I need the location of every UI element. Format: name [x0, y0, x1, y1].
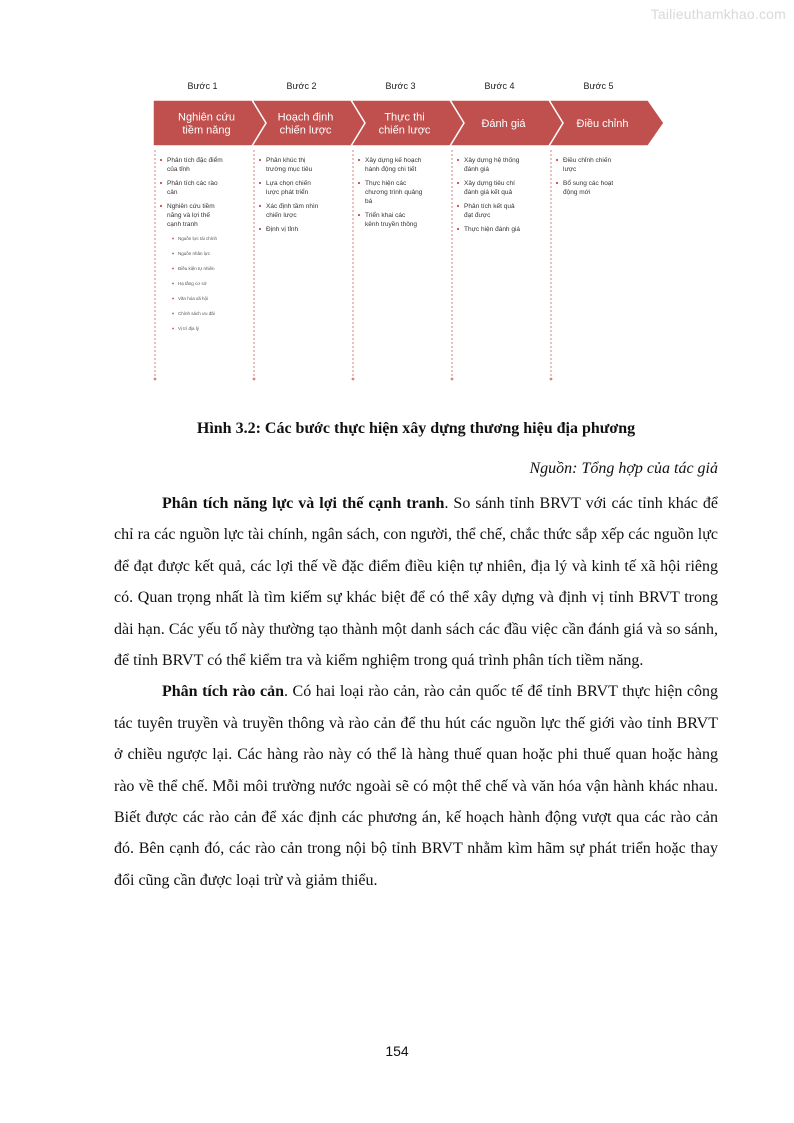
step-title: Nghiên cứu	[178, 111, 235, 124]
step-item-text: Phân tích các rào	[167, 180, 218, 187]
step-item-text: Xây dựng tiêu chí	[464, 180, 515, 187]
step-item-text: của tỉnh	[167, 166, 190, 173]
step-subitem-text: Chính sách ưu đãi	[178, 311, 215, 316]
step-item-text: động mới	[563, 189, 591, 196]
step-label: Bước 5	[583, 81, 614, 91]
bullet-dot	[358, 214, 360, 216]
divider-end	[550, 378, 553, 381]
sub-bullet-dot	[172, 253, 174, 255]
step-item-text: chương trình quảng	[365, 189, 423, 196]
figure-caption: Hình 3.2: Các bước thực hiện xây dựng thương hiệu địa phương	[196, 420, 636, 437]
process-diagram	[150, 76, 670, 386]
bullet-dot	[160, 159, 162, 161]
step-item-text: đánh giá	[464, 166, 489, 173]
process-figure	[150, 76, 670, 386]
sub-bullet-dot	[172, 313, 174, 315]
step-item-text: trường mục tiêu	[266, 166, 313, 173]
step-item-text: bá	[365, 198, 373, 205]
paragraph-lead: Phân tích năng lực và lợi thế cạnh tranh	[162, 495, 445, 512]
step-item-text: Phân khúc thị	[266, 157, 306, 164]
step-subitem-text: Nguồn lực tài chính	[178, 236, 218, 241]
bullet-dot	[556, 159, 558, 161]
step-item-text: cản	[167, 189, 178, 196]
step-subitem-text: Văn hóa xã hội	[178, 296, 209, 301]
step-item-text: Xây dựng kế hoạch	[365, 157, 422, 164]
bullet-dot	[259, 159, 261, 161]
step-item-text: Điều chỉnh chiến	[563, 157, 612, 164]
step-title: Đánh giá	[481, 118, 526, 130]
step-title: Thực thi	[384, 111, 425, 124]
figure-source: Nguồn: Tổng hợp của tác giả	[529, 460, 718, 477]
bullet-dot	[160, 182, 162, 184]
step-subitem-text: Điều kiện tự nhiên	[178, 266, 215, 271]
sub-bullet-dot	[172, 268, 174, 270]
sub-bullet-dot	[172, 328, 174, 330]
step-item-text: lược phát triển	[266, 189, 309, 196]
divider-end	[352, 378, 355, 381]
step-title: chiến lược	[279, 124, 332, 137]
divider-end	[154, 378, 157, 381]
sub-bullet-dot	[172, 298, 174, 300]
watermark: Tailieuthamkhao.com	[650, 6, 786, 22]
step-subitem-text: Hạ tầng cơ sở	[178, 281, 207, 286]
bullet-dot	[457, 205, 459, 207]
step-title: Hoạch định	[277, 111, 334, 124]
step-label: Bước 4	[484, 81, 515, 91]
sub-bullet-dot	[172, 283, 174, 285]
step-item-text: Định vị tỉnh	[266, 226, 299, 233]
bullet-dot	[358, 159, 360, 161]
step-item-text: Phân tích đặc điểm	[167, 157, 223, 164]
step-label: Bước 2	[286, 81, 317, 91]
step-item-text: Xác định tầm nhìn	[266, 203, 319, 210]
bullet-dot	[556, 182, 558, 184]
step-item-text: Thực hiện các	[365, 180, 407, 187]
paragraph-competitive-advantage	[114, 488, 718, 676]
bullet-dot	[457, 159, 459, 161]
step-item-text: Bổ sung các hoạt	[563, 180, 614, 187]
bullet-dot	[457, 228, 459, 230]
bullet-dot	[259, 205, 261, 207]
step-item-text: lược	[563, 166, 577, 173]
bullet-dot	[457, 182, 459, 184]
bullet-dot	[259, 182, 261, 184]
step-title: tiềm năng	[182, 124, 231, 137]
step-item-text: chiến lược	[266, 212, 297, 219]
step-item-text: Lựa chọn chiến	[266, 180, 311, 187]
step-title: Điều chỉnh	[576, 118, 629, 130]
bullet-dot	[160, 205, 162, 207]
step-label: Bước 3	[385, 81, 416, 91]
bullet-dot	[259, 228, 261, 230]
step-item-text: cạnh tranh	[167, 221, 198, 228]
divider-end	[253, 378, 256, 381]
divider-end	[451, 378, 454, 381]
step-subitem-text: Vị trí địa lý	[178, 326, 200, 331]
page-number: 154	[385, 1043, 409, 1059]
paragraph-barriers	[114, 676, 718, 896]
step-item-text: đạt được	[464, 212, 491, 219]
paragraph-text: . So sánh tỉnh BRVT với các tỉnh khác để chỉ ra các nguồn lực tài chính, ngân sách, con người, thể chế, chắc thức sắp xếp các nguồn lực để đạt được kết quả, các lợi thế về đặc điểm điều kiện tự nhiên, địa lý và kinh tế xã hội riêng có. Quan trọng nhất là tìm kiếm sự khác biệt để có thể xây dựng và định vị tỉnh BRVT trong dài hạn. Các yếu tố này thường tạo thành một danh sách các đầu việc cần đánh giá và so sánh, để tỉnh BRVT có thể kiểm tra và kiểm nghiệm trong quá trình phân tích tiềm năng.	[114, 495, 718, 670]
step-item-text: đánh giá kết quả	[464, 189, 513, 196]
step-item-text: Thực hiện đánh giá	[464, 226, 521, 233]
step-item-text: hành động chi tiết	[365, 166, 417, 173]
step-label: Bước 1	[187, 81, 218, 91]
body-text	[114, 488, 718, 896]
paragraph-text: . Có hai loại rào cản, rào cản quốc tế để tỉnh BRVT thực hiện công tác tuyên truyền và truyền thông và rào cản để thu hút các nguồn lực thế giới vào tỉnh BRVT ở chiều ngược lại. Các hàng rào này có thể là hàng thuế quan hoặc phi thuế quan hoặc hàng rào về thể chế. Mỗi môi trường nước ngoài sẽ có một thể chế và văn hóa vận hành khác nhau. Biết được các rào cản để xác định các phương án, kế hoạch hành động vượt qua các rào cản đó. Bên cạnh đó, các rào cản trong nội bộ tỉnh BRVT nhằm kìm hãm sự phát triển hoặc thay đổi cũng cần được loại trừ và giảm thiểu.	[114, 683, 718, 889]
step-item-text: Phân tích kết quả	[464, 203, 515, 210]
step-item-text: Nghiên cứu tiềm	[167, 203, 215, 210]
step-item-text: kênh truyền thông	[365, 221, 418, 228]
step-item-text: năng và lợi thế	[167, 212, 210, 219]
bullet-dot	[358, 182, 360, 184]
step-subitem-text: Nguồn nhân lực	[178, 251, 211, 256]
step-item-text: Triển khai các	[365, 212, 406, 219]
sub-bullet-dot	[172, 238, 174, 240]
step-title: chiến lược	[378, 124, 431, 137]
paragraph-lead: Phân tích rào cản	[162, 683, 285, 701]
step-item-text: Xây dựng hệ thống	[464, 157, 520, 164]
